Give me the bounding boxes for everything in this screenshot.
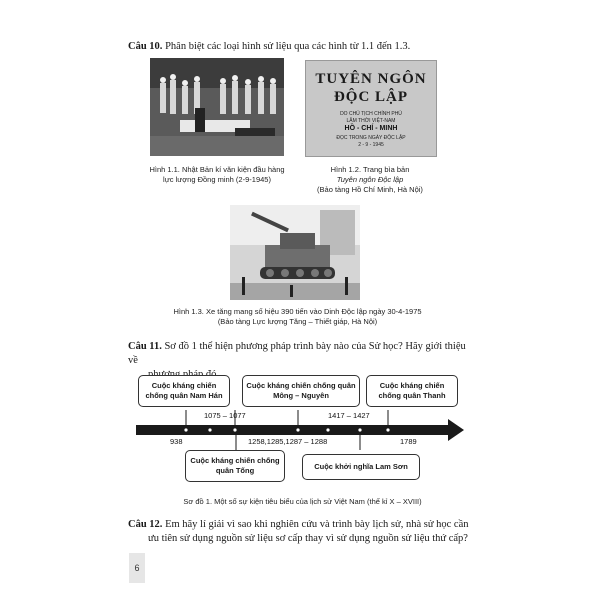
- box-nam-han: Cuộc kháng chiến chống quân Nam Hán: [138, 375, 230, 407]
- question-12-line1: [128, 518, 473, 532]
- figure-1-1-caption-line2: lực lượng Đồng minh (2-9-1945): [163, 175, 271, 184]
- year-1075-1077: 1075 – 1077: [204, 411, 246, 420]
- question-12-text-line1: Em hãy lí giải vì sao khi nghiên cứu và trình bày lịch sử, nhà sử học cần: [165, 519, 469, 530]
- poster-small-2: LÂM THỜI VIỆT-NAM: [346, 118, 396, 124]
- year-1789: 1789: [400, 437, 417, 446]
- photo-japan-surrender: [150, 58, 284, 156]
- photo-declaration-cover: [305, 60, 437, 157]
- box-lam-son: Cuộc khởi nghĩa Lam Sơn: [302, 454, 420, 480]
- question-10-text: Phân biệt các loại hình sử liệu qua các hình từ 1.1 đến 1.3.: [165, 41, 411, 52]
- year-938: 938: [170, 437, 183, 446]
- figure-1-2-caption-line3: (Bảo tàng Hồ Chí Minh, Hà Nội): [317, 185, 423, 194]
- figure-1-3-caption-line1: Hình 1.3. Xe tăng mang số hiệu 390 tiến vào Dinh Độc lập ngày 30-4-1975: [173, 307, 422, 316]
- timeline-diagram: [130, 370, 470, 495]
- figure-1-3-caption: [170, 307, 425, 327]
- figure-1-2-caption-line2: [295, 175, 445, 185]
- box-thanh: Cuộc kháng chiến chống quân Thanh: [366, 375, 458, 407]
- year-1417-1427: 1417 – 1427: [328, 411, 370, 420]
- figure-1-3-caption-line2: (Bảo tàng Lực lượng Tăng – Thiết giáp, Hà Nội): [217, 317, 378, 326]
- figure-1-1-caption: [140, 165, 294, 185]
- question-12-label: Câu 12.: [128, 519, 163, 530]
- question-10: [128, 40, 468, 54]
- poster-small-3: ĐỌC TRONG NGÀY ĐỘC LẬP: [336, 135, 406, 141]
- question-10-label: Câu 10.: [128, 41, 163, 52]
- figure-1-2-caption-italic: Tuyên ngôn Độc lập: [336, 175, 404, 184]
- page-number: 6: [129, 553, 145, 583]
- poster-name: HỒ - CHÍ - MINH: [344, 125, 398, 132]
- photo-tank-390: [230, 205, 360, 300]
- question-11-label: Câu 11.: [128, 341, 162, 352]
- poster-date: 2 - 9 - 1945: [358, 142, 384, 148]
- question-12-line2: ưu tiên sử dụng nguồn sử liệu sơ cấp thay vì sử dụng nguồn sử liệu thứ cấp?: [148, 533, 468, 544]
- box-tong: Cuộc kháng chiến chống quân Tống: [185, 450, 285, 482]
- question-11-text-line1: Sơ đồ 1 thể hiện phương pháp trình bày nào của Sử học? Hãy giới thiệu về: [128, 341, 466, 366]
- question-11-line1: [128, 340, 473, 368]
- figure-1-2-caption: [295, 165, 445, 195]
- poster-title-line1: TUYÊN NGÔN: [315, 71, 427, 87]
- year-1258-1288: 1258,1285,1287 – 1288: [248, 437, 328, 446]
- poster-small-1: DO CHỦ TỊCH CHÍNH PHỦ: [340, 111, 402, 117]
- figure-1-2-caption-line1: Hình 1.2. Trang bìa bản: [330, 165, 410, 174]
- poster-title-line2: ĐỘC LẬP: [333, 89, 409, 105]
- timeline-caption: Sơ đồ 1. Một số sự kiện tiêu biểu của lịch sử Việt Nam (thế kỉ X – XVIII): [183, 497, 422, 506]
- question-12: [128, 518, 473, 546]
- figure-1-1-caption-line1: Hình 1.1. Nhật Bản kí văn kiện đầu hàng: [149, 165, 285, 174]
- box-mong-nguyen: Cuộc kháng chiến chống quân Mông – Nguyên: [242, 375, 360, 407]
